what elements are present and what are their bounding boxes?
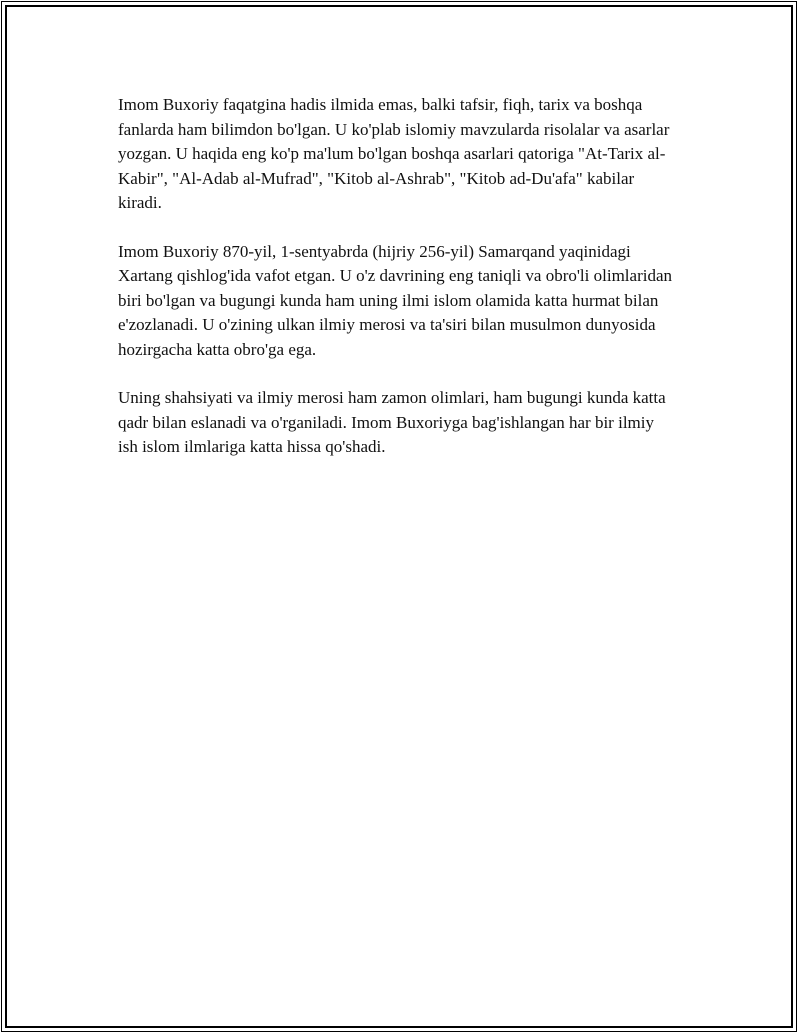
paragraph-2: Imom Buxoriy 870-yil, 1-sentyabrda (hijriy 256-yil) Samarqand yaqinidagi Xartang qishlog'ida vafot etgan. U o'z davrining eng taniqli va obro'li olimlaridan biri bo'lgan va bugungi kunda ham uning ilmi islom olamida katta hurmat bilan e'zozlanadi. U o'zining ulkan ilmiy merosi va ta'siri bilan musulmon dunyosida hozirgacha katta obro'ga ega. bbox=[118, 241, 672, 359]
document-body bbox=[118, 93, 678, 484]
paragraph-3: Uning shahsiyati va ilmiy merosi ham zamon olimlari, ham bugungi kunda katta qadr bilan eslanadi va o'rganiladi. Imom Buxoriyga bag'ishlangan har bir ilmiy ish islom ilmlariga katta hissa qo'shadi. bbox=[118, 388, 666, 456]
paragraph-1: Imom Buxoriy faqatgina hadis ilmida emas, balki tafsir, fiqh, tarix va boshqa fanlarda ham bilimdon bo'lgan. U ko'plab islomiy mavzularda risolalar va asarlar yozgan. U haqida eng ko'p ma'lum bo'lgan boshqa asarlari qatoriga "At-Tarix al-Kabir", "Al-Adab al-Mufrad", "Kitob al-Ashrab", "Kitob ad-Du'afa" kabilar kiradi. bbox=[118, 95, 670, 212]
